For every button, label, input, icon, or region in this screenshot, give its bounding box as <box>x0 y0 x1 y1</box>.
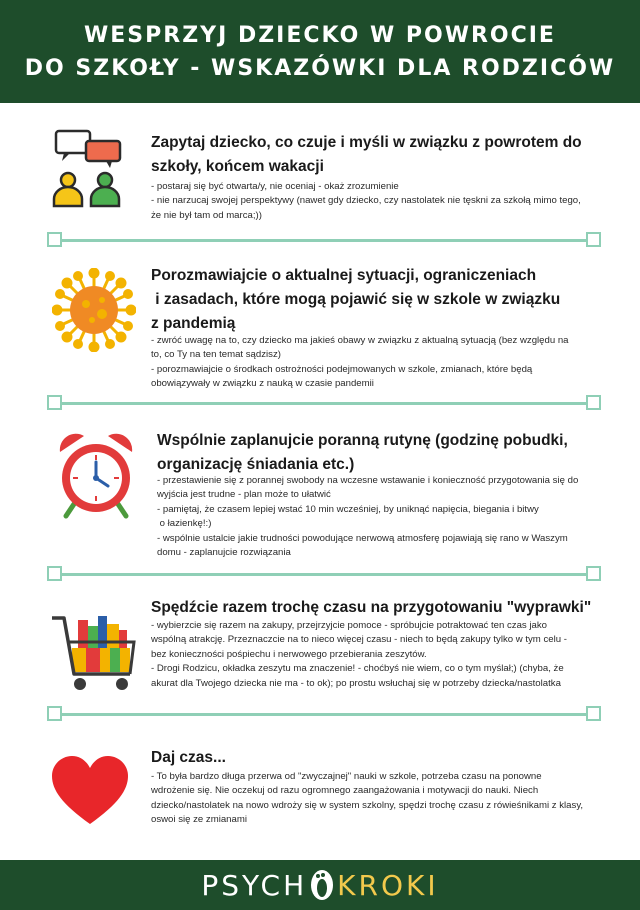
section-divider <box>47 395 601 411</box>
people-talking-icon <box>48 128 128 208</box>
page-footer <box>0 860 640 910</box>
tip-title: Spędźcie razem trochę czasu na przygotowaniu "wyprawki" <box>151 599 592 616</box>
logo-text-kroki: KROKI <box>337 868 439 902</box>
footprint-icon <box>309 868 335 902</box>
tip-body: - zwróć uwagę na to, czy dziecko ma jakieś obawy w związku z aktualną sytuacją (bez względu na to, co Ty na ten temat sądzisz) - porozmawiajcie o środkach ostrożności podejmowanych w szkole, zmianach, które będą obowiązywały w związku z nauką w czasie pandemii <box>151 335 569 390</box>
tip-title: Wspólnie zaplanujcie poranną rutynę (godzinę pobudki, organizację śniadania etc.) <box>157 432 568 473</box>
alarm-clock-icon <box>56 430 136 520</box>
tip-title: Zapytaj dziecko, co czuje i myśli w związku z powrotem do szkoły, końcem wakacji <box>151 134 582 175</box>
page-header <box>0 0 640 103</box>
page-title-line-2: DO SZKOŁY - WSKAZÓWKI DLA RODZICÓW <box>24 55 616 81</box>
section-divider <box>47 232 601 248</box>
brand-logo <box>201 868 438 902</box>
shopping-cart-icon <box>50 612 140 692</box>
tip-body: - To była bardzo długa przerwa od "zwyczajnej" nauki w szkole, potrzeba czasu na ponowne wdrożenie się. Nie oczekuj od razu ogromnego zaangażowania i motywacji do nauki. Niech dziecko/nastolatek na nowo wdroży się w system szkolny, spędzi trochę czasu z rówieśnikami z klasy, oswoi się ze zmianami <box>151 771 584 826</box>
section-divider <box>47 706 601 722</box>
logo-text-psych: PSYCH <box>201 868 308 902</box>
tip-title: Porozmawiajcie o aktualnej sytuacji, ograniczeniach i zasadach, które mogą pojawić się w szkole w związku z pandemią <box>151 267 561 332</box>
tip-title: Daj czas... <box>151 749 226 766</box>
coronavirus-icon <box>52 268 136 352</box>
tip-body: - postaraj się być otwarta/y, nie oceniaj - okaż zrozumienie - nie narzucaj swojej perspektywy (nawet gdy dziecko, czy nastolatek nie tęskni za szkołą mimo tego, że nie był tam od marca;)) <box>151 181 581 221</box>
tip-body: - przestawienie się z porannej swobody na wczesne wstawanie i konieczność przygotowania się do wyjścia jest trudne - plan może to ułatwić - pamiętaj, że czasem lepiej wstać 10 min wcześniej, by uniknąć napięcia, biegania i bitwy o łazienkę!:) - wspólnie ustalcie jakie trudności powodujące nerwową atmosferę pojawiają się rano w Waszym domu - zaplanujcie rozwiązania <box>157 475 579 559</box>
section-divider <box>47 566 601 582</box>
page-title-line-1: WESPRZYJ DZIECKO W POWROCIE <box>84 22 556 48</box>
tip-body: - wybierzcie się razem na zakupy, przejrzyjcie pomoce - spróbujcie potraktować ten czas jako wspólną atrakcję. Przeznaczcie na to nieco więcej czasu - niech to będą zakupy tylko w tym celu - bez konieczności pośpiechu i nerwowego przebierania zeszytów. - Drogi Rodzicu, okładka zeszytu ma znaczenie! - choćbyś nie wiem, co o tym myślał;) (chyba, że akurat dla Twojego dziecka nie ma - to ok); po prostu wsłuchaj się w potrzeby dziecka/nastolatka <box>151 620 567 689</box>
heart-icon <box>52 756 128 826</box>
